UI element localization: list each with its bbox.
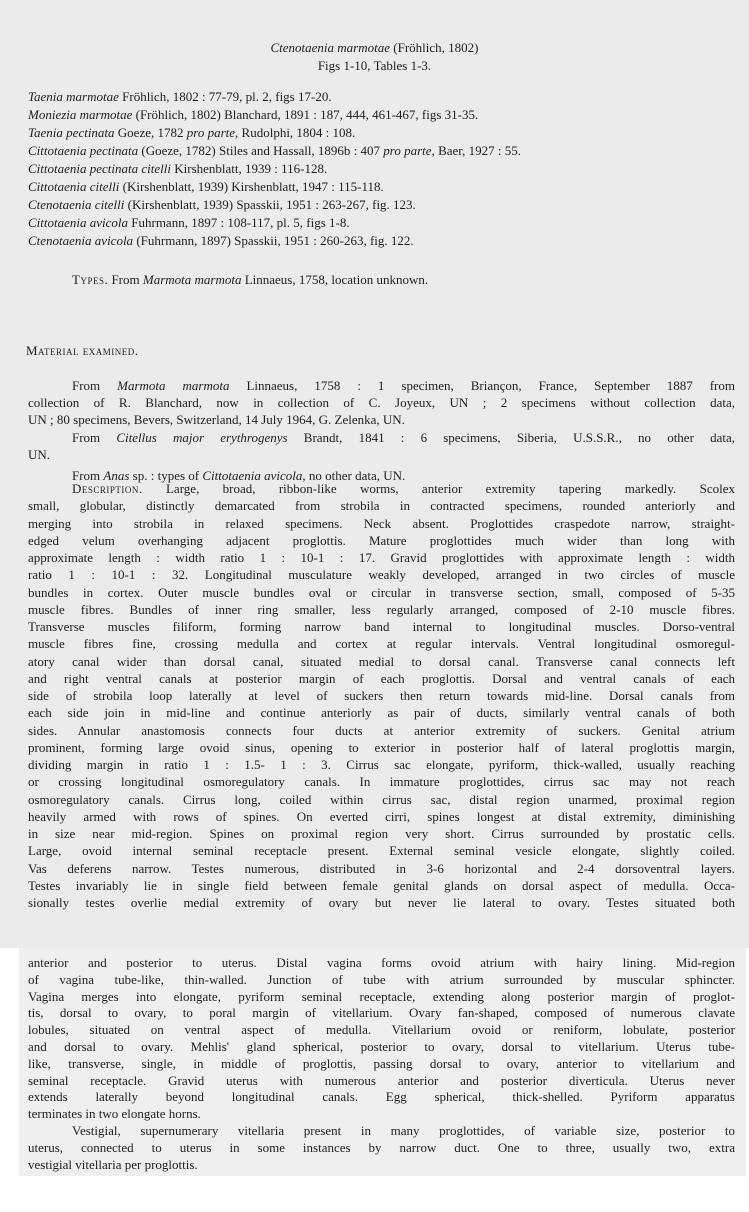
italic-text: Cittotaenia pectinata	[28, 143, 139, 158]
synonym-entry	[28, 215, 350, 231]
text-span: tis, dorsal to ovary, to poral margin of vitellarium. Ovary fan-shaped, composed of numerous clavate	[28, 1005, 735, 1021]
synonym-entry	[28, 89, 332, 105]
italic-text: Citellus major erythrogenys	[116, 429, 288, 445]
continuation-line	[28, 1039, 735, 1055]
text-span: Brandt, 1841 : 6 specimens, Siberia, U.S.S.R., no other data,	[287, 429, 735, 445]
text-span: Vas deferens narrow. Testes numerous, distributed in 3-6 horizontal and 2-4 dorsoventral layers.	[28, 860, 735, 876]
text-span: approximate length : width ratio 1 : 10-1 : 17. Gravid proglottides with approximate length : width	[28, 550, 735, 565]
description-line	[28, 757, 735, 773]
synonym-entry	[28, 233, 414, 249]
italic-text: pro parte	[186, 125, 236, 140]
material-line	[72, 430, 735, 446]
text-span: Testes invariably lie in single field between female genital glands on dorsal aspect of medulla. Occa-	[28, 877, 735, 893]
material-line	[28, 412, 735, 428]
text-span: (Kirshenblatt, 1939) Kirshenblatt, 1947 : 115-118.	[119, 179, 384, 194]
text-span: Large, ovoid internal seminal receptacle present. External seminal vesicle elongate, slightly coiled.	[28, 843, 735, 859]
text-span: prominent, forming large ovoid sinus, opening to exterior in posterior half of lateral proglottis margin,	[28, 739, 735, 755]
synonym-entry	[28, 161, 327, 177]
description-line	[28, 567, 735, 583]
continuation-line	[28, 989, 735, 1005]
description-line	[28, 774, 735, 790]
text-span: anterior and posterior to uterus. Distal vagina forms ovoid atrium with hairy lining. Mid-region	[28, 955, 735, 970]
section-heading-material	[26, 343, 139, 359]
text-span: , Baer, 1927 : 55.	[431, 143, 521, 158]
text-span: bundles in cortex. Outer muscle bundles oval or circular in transverse section, small, composed of 5-35	[28, 584, 735, 600]
continuation-line	[28, 1157, 735, 1173]
material-line	[28, 447, 735, 463]
description-line	[28, 671, 735, 687]
description-line	[28, 878, 735, 894]
italic-text: Marmota marmota	[117, 378, 230, 393]
text-span: like, transverse, single, in middle of proglottis, passing dorsal to ovary, anterior to vitellarium and	[28, 1055, 735, 1071]
description-line	[28, 688, 735, 704]
italic-text: Anas	[103, 468, 130, 483]
text-span: sionally testes overlie medial extremity of ovary but never lie lateral to ovary. Testes situated both	[28, 895, 735, 910]
text-span: Kirshenblatt, 1939 : 116-128.	[170, 161, 328, 176]
description-line	[72, 481, 735, 497]
synonym-entry	[28, 143, 521, 159]
italic-text: Cittotaenia avicola	[202, 468, 303, 483]
italic-text: pro parte	[383, 143, 432, 158]
text-span: (Goeze, 1782) Stiles and Hassall, 1896b : 407	[138, 143, 384, 158]
italic-text: Ctenotaenia avicola	[28, 233, 134, 248]
description-line	[28, 723, 735, 739]
text-span: seminal receptacle. Gravid uterus with numerous anterior and posterior diverticula. Uterus never	[28, 1072, 735, 1088]
material-line	[28, 395, 735, 411]
text-span: (Kirshenblatt, 1939) Spasskii, 1951 : 263-267, fig. 123.	[124, 197, 416, 212]
italic-text: Taenia pectinata	[28, 125, 115, 140]
text-span: (Fröhlich, 1802)	[390, 40, 479, 55]
text-span: Fröhlich, 1802 : 77-79, pl. 2, figs 17-20.	[118, 89, 332, 104]
continuation-line	[28, 1022, 735, 1038]
description-line	[28, 861, 735, 877]
italic-text: Moniezia marmotae	[28, 107, 133, 122]
description-line	[28, 498, 735, 514]
text-span: each side join in mid-line and continue anteriorly as pair of ducts, similarly ventral canals of both	[28, 705, 735, 721]
text-span: lobules, situated on ventral aspect of medulla. Vitellarium ovoid or reniform, lobulate, posterior	[28, 1022, 735, 1038]
types-statement	[72, 272, 428, 288]
continuation-line	[72, 1123, 735, 1139]
description-line	[28, 602, 735, 618]
description-line	[28, 792, 735, 808]
text-span: Large, broad, ribbon-like worms, anterior extremity tapering markedly. Scolex	[142, 481, 735, 496]
synonym-entry	[28, 179, 384, 195]
text-span: edged velum overhanging adjacent proglottis. Mature proglottides much wider than long with	[28, 532, 735, 548]
text-span: muscle fibres fine, crossing medulla and cortex at regular intervals. Ventral longitudinal osmoregul-	[28, 636, 735, 652]
text-span: Figs 1-10, Tables 1-3.	[317, 58, 432, 73]
text-span: Vestigial, supernumerary vitellaria present in many proglottides, of variable size, posterior to	[72, 1123, 735, 1138]
text-span: heavily armed with rows of spines. On everted cirri, spines longest at distal extremity, diminishing	[28, 808, 735, 824]
description-line	[28, 809, 735, 825]
description-line	[28, 585, 735, 601]
description-line	[28, 533, 735, 549]
text-span: ratio 1 : 10-1 : 32. Longitudinal musculature weakly developed, arranged in two circles of muscle	[28, 567, 735, 583]
continuation-line	[28, 1056, 735, 1072]
text-span: , Rudolphi, 1804 : 108.	[235, 125, 356, 140]
text-span: of vagina tube-like, thin-walled. Junction of tube with atrium surrounded by muscular sphincter.	[28, 971, 735, 987]
text-span: collection of R. Blanchard, now in collection of C. Joyeux, UN ; 2 specimens without collection data,	[28, 395, 735, 411]
text-span: sides. Annular anastomosis connects four ducts at anterior extremity of suckers. Genital atrium	[28, 722, 735, 738]
text-span: side of strobila loop laterally at level of suckers then return towards mid-line. Dorsal canals from	[28, 688, 735, 703]
text-span: (Fröhlich, 1802) Blanchard, 1891 : 187, 444, 461-467, figs 31-35.	[132, 107, 479, 122]
text-span: Goeze, 1782	[114, 125, 187, 140]
description-line	[28, 516, 735, 532]
text-span: , no other data, UN.	[302, 468, 406, 483]
text-span: UN.	[28, 446, 51, 462]
continuation-line	[28, 1106, 735, 1122]
text-span: Linnaeus, 1758 : 1 specimen, Briançon, France, September 1887 from	[229, 378, 736, 393]
text-span: Fuhrmann, 1897 : 108-117, pl. 5, figs 1-8.	[128, 215, 350, 230]
italic-text: Ctenotaenia marmotae	[270, 40, 391, 55]
text-span: sp. : types of	[129, 468, 203, 483]
text-span: vestigial vitellaria per proglottis.	[28, 1156, 198, 1172]
species-title	[0, 40, 749, 56]
text-span: merging into strobila in relaxed specimens. Neck absent. Proglottides craspedote narrow, straight-	[28, 515, 735, 531]
description-line	[28, 826, 735, 842]
text-span: and right ventral canals at posterior margin of each proglottis. Dorsal and ventral canals of each	[28, 670, 735, 686]
continuation-line	[28, 1089, 735, 1105]
text-span: in size near mid-region. Spines on proximal region very short. Cirrus surrounded by prostatic cells.	[28, 826, 735, 841]
section-label: Material examined.	[26, 343, 139, 358]
synonym-entry	[28, 125, 355, 141]
italic-text: Ctenotaenia citelli	[28, 197, 125, 212]
text-span: Linnaeus, 1758, location unknown.	[241, 272, 429, 287]
material-line	[72, 378, 735, 394]
description-line	[28, 550, 735, 566]
continuation-line	[28, 955, 735, 971]
continuation-line	[28, 1073, 735, 1089]
text-span: osmoregulatory canals. Cirrus long, coiled within cirrus sac, distal region unarmed, proximal region	[28, 791, 735, 807]
italic-text: Cittotaenia citelli	[28, 179, 120, 194]
italic-text: Cittotaenia avicola	[28, 215, 129, 230]
italic-text: Marmota marmota	[142, 272, 242, 287]
text-span: From	[72, 429, 117, 445]
figures-reference	[0, 58, 749, 74]
text-span: atory canal wider than dorsal canal, situated medial to dorsal canal. Transverse canal connects left	[28, 653, 735, 669]
italic-text: Taenia marmotae	[28, 89, 119, 104]
description-line	[28, 895, 735, 911]
text-span: terminates in two elongate horns.	[28, 1106, 201, 1122]
text-span: muscle fibres. Bundles of inner ring smaller, less regularly arranged, composed of 2-10 muscle fibres.	[28, 601, 735, 617]
text-span: dividing margin in ratio 1 : 1.5- 1 : 3. Cirrus sac elongate, pyriform, thick-walled, usually reaching	[28, 757, 735, 772]
description-line	[28, 654, 735, 670]
text-span: small, globular, distinctly demarcated from strobila in contracted specimens, rounded anteriorly and	[28, 498, 735, 514]
text-span: extends laterally beyond longitudinal canals. Egg spherical, thick-shelled. Pyriform apparatus	[28, 1089, 735, 1105]
description-line	[28, 843, 735, 859]
description-line	[28, 740, 735, 756]
synonym-entry	[28, 107, 478, 123]
text-span: UN ; 80 specimens, Bevers, Switzerland, 14 July 1964, G. Zelenka, UN.	[28, 412, 405, 428]
text-span: From	[72, 378, 118, 393]
italic-text: Cittotaenia pectinata citelli	[28, 161, 171, 176]
text-span: From	[72, 468, 104, 483]
text-span: (Fuhrmann, 1897) Spasskii, 1951 : 260-263, fig. 122.	[133, 233, 414, 248]
text-span: or crossing longitudinal osmoregulatory canals. In immature proglottides, cirrus sac may not reach	[28, 774, 735, 790]
synonym-entry	[28, 197, 416, 213]
continuation-line	[28, 1140, 735, 1156]
text-span: From	[108, 272, 143, 287]
text-span: Transverse muscles filiform, forming narrow band internal to longitudinal muscles. Dorso-ventral	[28, 619, 735, 634]
continuation-line	[28, 972, 735, 988]
text-span: Vagina merges into elongate, pyriform seminal receptacle, extending along posterior margin of proglot-	[28, 988, 735, 1004]
description-line	[28, 636, 735, 652]
section-label: Description.	[72, 481, 143, 496]
description-line	[28, 705, 735, 721]
text-span: and dorsal to ovary. Mehlis' gland spherical, posterior to ovary, dorsal to vitellarium. Uterus tube-	[28, 1039, 735, 1054]
continuation-line	[28, 1005, 735, 1021]
section-label: Types.	[72, 272, 109, 287]
description-line	[28, 619, 735, 635]
text-span: uterus, connected to uterus in some instances by narrow duct. One to three, usually two, extra	[28, 1139, 735, 1155]
